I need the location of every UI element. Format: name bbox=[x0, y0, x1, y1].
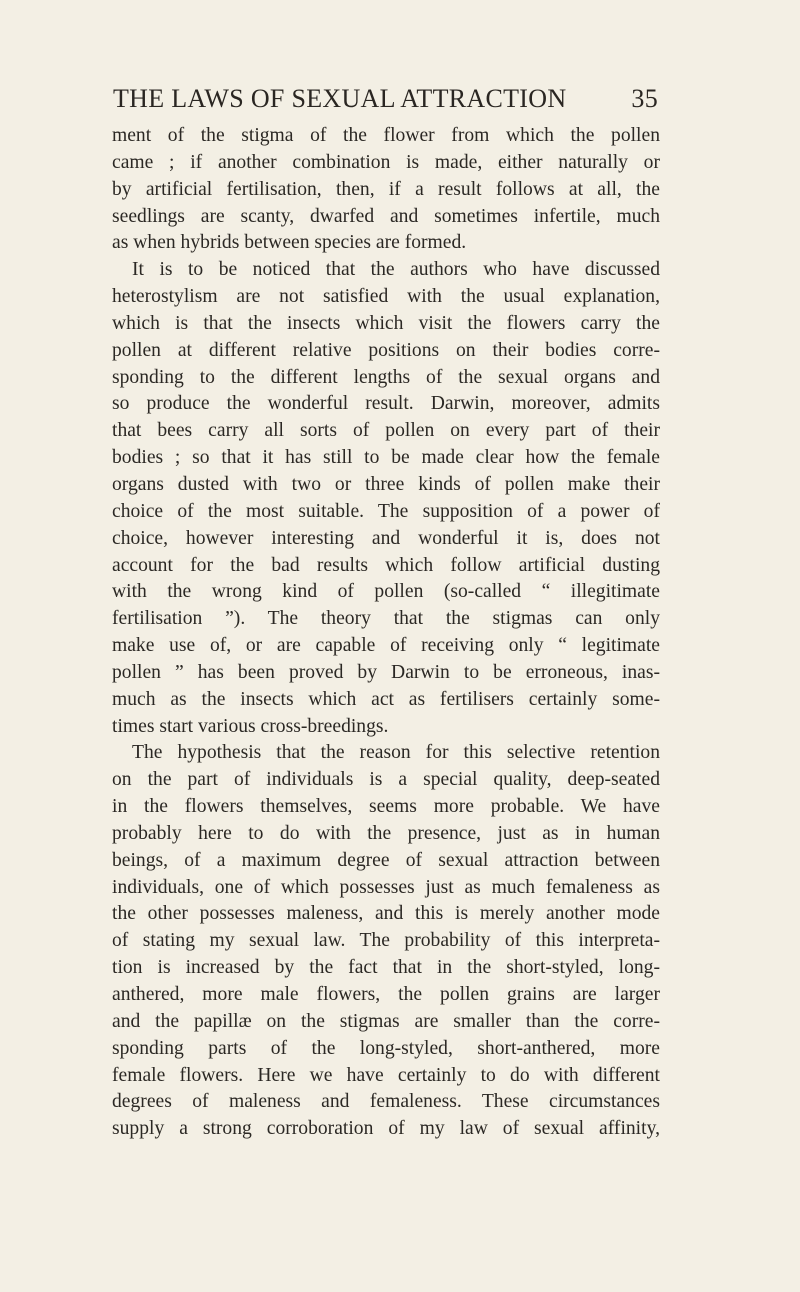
text-line: sponding to the different lengths of the sexual organs and bbox=[112, 366, 660, 388]
body-text bbox=[112, 123, 660, 1143]
text-line: heterostylism are not satisfied with the usual explanation, bbox=[112, 286, 660, 308]
text-line: The hypothesis that the reason for this selective retention bbox=[132, 742, 660, 764]
text-line: It is to be noticed that the authors who have discussed bbox=[132, 259, 660, 281]
text-line: so produce the wonderful result. Darwin, moreover, admits bbox=[112, 393, 660, 415]
text-line: ment of the stigma of the flower from which the pollen bbox=[112, 125, 660, 146]
text-line: by artificial fertilisation, then, if a result follows at all, the bbox=[112, 178, 660, 200]
text-line: much as the insects which act as fertilisers certainly some- bbox=[112, 688, 660, 710]
text-line: account for the bad results which follow artificial dusting bbox=[112, 554, 660, 576]
text-line: organs dusted with two or three kinds of pollen make their bbox=[112, 473, 660, 495]
text-line: the other possesses maleness, and this is merely another mode bbox=[112, 903, 660, 925]
page-number: 35 bbox=[631, 84, 658, 113]
text-line: as when hybrids between species are formed. bbox=[112, 232, 467, 254]
text-line: beings, of a maximum degree of sexual attraction between bbox=[112, 849, 660, 871]
text-line: supply a strong corroboration of my law of sexual affinity, bbox=[112, 1118, 660, 1140]
text-line: degrees of maleness and femaleness. These circumstances bbox=[112, 1091, 660, 1113]
text-line: came ; if another combination is made, either naturally or bbox=[112, 151, 660, 173]
running-head-title: THE LAWS OF SEXUAL ATTRACTION bbox=[113, 84, 567, 113]
text-line: female flowers. Here we have certainly to do with different bbox=[112, 1064, 660, 1086]
text-line: in the flowers themselves, seems more probable. We have bbox=[112, 796, 660, 818]
text-line: and the papillæ on the stigmas are smaller than the corre- bbox=[112, 1010, 660, 1032]
running-head bbox=[113, 83, 658, 115]
text-line: of stating my sexual law. The probability of this interpreta- bbox=[112, 930, 660, 952]
text-line: anthered, more male flowers, the pollen grains are larger bbox=[112, 984, 660, 1005]
text-line: that bees carry all sorts of pollen on every part of their bbox=[112, 420, 660, 442]
text-line: seedlings are scanty, dwarfed and sometimes infertile, much bbox=[112, 205, 660, 227]
text-line: sponding parts of the long-styled, short-anthered, more bbox=[112, 1037, 660, 1059]
text-line: pollen at different relative positions on their bodies corre- bbox=[112, 339, 660, 361]
text-line: choice of the most suitable. The supposition of a power of bbox=[112, 500, 660, 522]
text-line: tion is increased by the fact that in the short-styled, long- bbox=[112, 957, 660, 979]
text-line: individuals, one of which possesses just as much femaleness as bbox=[112, 876, 660, 898]
text-line: which is that the insects which visit the flowers carry the bbox=[112, 312, 660, 334]
text-line: with the wrong kind of pollen (so-called “ illegitimate bbox=[112, 581, 660, 603]
text-line: pollen ” has been proved by Darwin to be erroneous, inas- bbox=[112, 661, 660, 683]
text-line: probably here to do with the presence, just as in human bbox=[112, 822, 660, 844]
text-line: times start various cross-breedings. bbox=[112, 715, 389, 737]
text-line: make use of, or are capable of receiving only “ legitimate bbox=[112, 635, 660, 657]
text-line: choice, however interesting and wonderful it is, does not bbox=[112, 527, 660, 549]
text-line: on the part of individuals is a special quality, deep-seated bbox=[112, 769, 660, 791]
text-line: fertilisation ”). The theory that the stigmas can only bbox=[112, 608, 660, 630]
text-line: bodies ; so that it has still to be made clear how the female bbox=[112, 447, 660, 469]
